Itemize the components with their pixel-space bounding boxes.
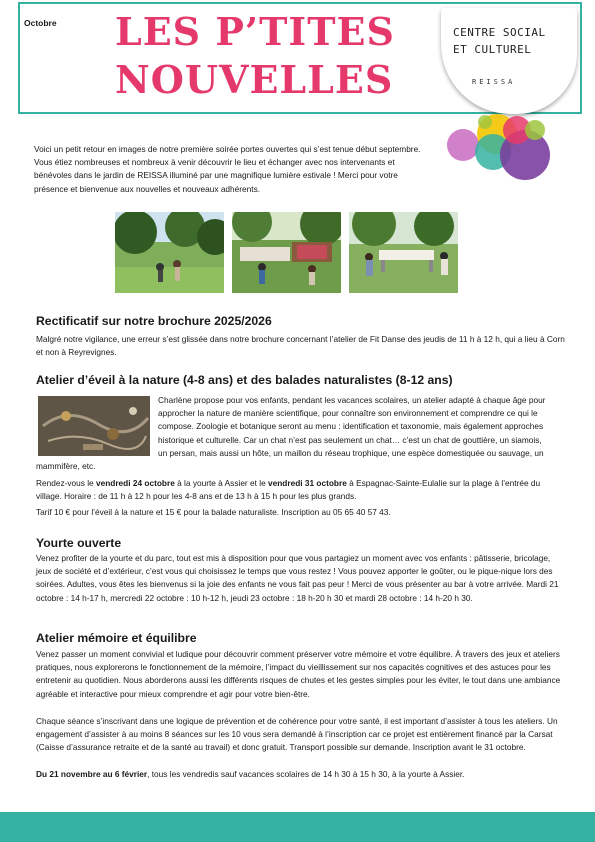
- rdv-text-e: à Espagnac-Sainte-Eulalie sur la plage à l’entrée du village. Horaire : de 11 h à 12 h pour les 4-8 ans et de 13 h à 15 h pour les plus grands.: [36, 478, 541, 502]
- photo-garden-1: [115, 212, 224, 293]
- intro-paragraph: Voici un petit retour en images de notre première soirée portes ouvertes qui s’est tenue début septembre. Vous étiez nombreuses et nombreux à venir découvrir le lieu et échanger avec nos intervenants et bénévoles dans le jardin de REISSA illuminé par une magnifique lumière estivale ! Merci pour votre présence et bienvenue aux nouvelles et nouveaux adhérents.: [34, 144, 421, 194]
- section-title-nature: Atelier d’éveil à la nature (4-8 ans) et des balades naturalistes (8-12 ans): [36, 373, 453, 387]
- logo-wordmark: [453, 24, 563, 58]
- memoire-schedule: , tous les vendredis sauf vacances scolaires de 14 h 30 à 15 h 30, à la yourte à Assier.: [147, 769, 465, 779]
- month-label: Octobre: [24, 18, 57, 28]
- memoire-text-1: Venez passer un moment convivial et ludique pour découvrir comment préserver votre mémoire et votre équilibre. À travers des jeux et ateliers pratiques, nous explorerons le fonctionnement de la mémoire, l’impact du vieillissement sur nos capacités cognitives et des astuces pour les entretenir au quotidien. Nous aborderons aussi les différents risques de chutes et les gestes simples pour les éviter, le tout dans une ambiance agréable et interactive pour mieux comprendre et agir pour votre bien-être.: [36, 649, 561, 699]
- photo-garden-2: [232, 212, 341, 293]
- nature-rendezvous: [36, 477, 566, 503]
- rdv-text-c: à la yourte à Assier et le: [174, 478, 268, 488]
- logo-line-2: ET CULTUREL: [453, 43, 532, 56]
- rectificatif-text: Malgré notre vigilance, une erreur s’est glissée dans notre brochure concernant l’atelier de Fit Danse des jeudis de 11 h à 12 h, qui a lieu à Corn et non à Reyrevignes.: [36, 334, 565, 358]
- rdv-date-1: vendredi 24 octobre: [95, 478, 175, 488]
- section-title-memoire: Atelier mémoire et équilibre: [36, 631, 197, 645]
- newsletter-title: [115, 8, 435, 104]
- photo-nature-specimens: [38, 396, 150, 456]
- nature-text-wrap-top: Charlène propose pour vos enfants, pendant les vacances scolaires, un atelier adapté à chaque âge pour approcher la nature de manière scientifique, pour connaître son environnement et comprendre ce qui le compose. Zoologie et botanique seront au menu : identification et taxonomie, mais également approches historique et culturelle. Car un chat n’est pas seulement un chat… c’est un chat de gouttière, un siamois, un persan, mais aussi un hôte, un maillon du réseau trophique, une espèce domestiquée ou sauvage, un: [158, 395, 546, 458]
- rdv-text-a: Rendez-vous le: [36, 478, 96, 488]
- photo-garden-3: [349, 212, 458, 293]
- memoire-dates: [36, 768, 566, 781]
- footer-bar: [0, 812, 595, 842]
- rdv-date-2: vendredi 31 octobre: [268, 478, 347, 488]
- section-title-rectificatif: Rectificatif sur notre brochure 2025/2026: [36, 314, 272, 328]
- nature-text-wrap-bottom: mammifère, etc.: [36, 461, 96, 471]
- yourte-text: Venez profiter de la yourte et du parc, tout est mis à disposition pour que vous partagiez un moment avec vos enfants : pâtisserie, bricolage, jeux de société et d’extérieur, c’est vous qui choisissez le temps que vous restez ! Vous pouvez apporter le goûter, ou le pique-nique lors des soirées. Adultes, vous êtes les bienvenus si la joie des enfants ne vous fait pas peur ! Merci de vous présenter au bar à votre arrivée. Mardi 21 octobre : 14 h-17 h, mercredi 22 octobre : 10 h-12 h, jeudi 23 octobre : 18 h-20 h 30 et mardi 28 octobre : 14 h-20 h 30.: [36, 553, 559, 603]
- title-line-1: LES P’TITES: [115, 9, 395, 54]
- nature-tarif: Tarif 10 € pour l’éveil à la nature et 15 € pour la balade naturaliste. Inscription au 05 65 40 57 43.: [36, 507, 391, 517]
- memoire-text-2: Chaque séance s’inscrivant dans une logique de prévention et de cohérence pour votre santé, il est important d’assister à tous les ateliers. Un engagement d’assister à au moins 8 séances sur les 10 vous sera demandé à l’inscription car ce projet est entièrement financé par la Carsat (Caisse d’assurance retraite et de la santé au travail) et donc gratuit. Transport possible sur demande. Inscription avant le 31 octobre.: [36, 716, 558, 753]
- section-title-yourte: Yourte ouverte: [36, 536, 122, 550]
- logo-name: REISSA: [472, 78, 516, 86]
- logo-line-1: CENTRE SOCIAL: [453, 26, 546, 39]
- memoire-date-range: Du 21 novembre au 6 février: [36, 769, 148, 779]
- logo-circles-graphic: [445, 100, 585, 195]
- title-line-2: NOUVELLES: [115, 57, 394, 102]
